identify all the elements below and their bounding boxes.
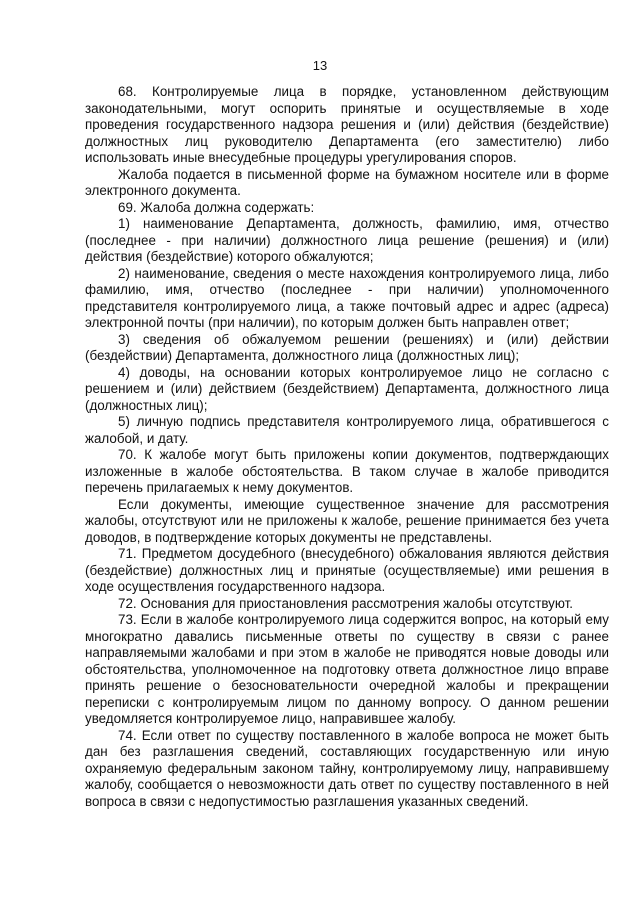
paragraph-71: 71. Предметом досудебного (внесудебного) обжалования являются действия (бездействие) должностных лиц и принятые (осуществляемые) ими решения в ходе осуществления государственного надзора. bbox=[85, 546, 609, 594]
paragraph-69: 69. Жалоба должна содержать: bbox=[118, 199, 315, 215]
paragraph-70: 70. К жалобе могут быть приложены копии документов, подтверждающих изложенные в жалобе обстоятельства. В таком случае в жалобе приводится перечень прилагаемых к нему документов. bbox=[85, 447, 609, 495]
paragraph-74: 74. Если ответ по существу поставленного в жалобе вопроса не может быть дан без разглашения сведений, составляющих государственную или иную охраняемую федеральным законом тайну, контролируемому лицу, направившему жалобу, сообщается о невозможности дать ответ по существу поставленного в ней вопроса в связи с недопустимостью разглашения указанных сведений. bbox=[85, 727, 609, 809]
list-item-69-3: 3) сведения об обжалуемом решении (решениях) и (или) действии (бездействии) Департамента, должностного лица (должностных лиц); bbox=[85, 331, 609, 363]
paragraph-73: 73. Если в жалобе контролируемого лица содержится вопрос, на который ему многократно давались письменные ответы по существу в связи с ранее направляемыми жалобами и при этом в жалобе не приводятся новые доводы или обстоятельства, уполномоченное на подготовку ответа должностное лицо вправе принять решение о безосновательности очередной жалобы и прекращении переписки с контролируемым лицом по данному вопросу. О данном решении уведомляется контролируемое лицо, направившее жалобу. bbox=[85, 612, 609, 726]
page-number: 13 bbox=[312, 58, 328, 73]
paragraph-missing-documents: Если документы, имеющие существенное значение для рассмотрения жалобы, отсутствуют или не приложены к жалобе, решение принимается без учета доводов, в подтверждение которых документы не представлены. bbox=[85, 496, 609, 545]
document-body bbox=[85, 84, 609, 810]
paragraph-72: 72. Основания для приостановления рассмотрения жалобы отсутствуют. bbox=[118, 595, 573, 611]
list-item-69-5: 5) личную подпись представителя контролируемого лица, обратившегося с жалобой, и дату. bbox=[85, 414, 609, 446]
list-item-69-2: 2) наименование, сведения о месте нахождения контролируемого лица, либо фамилию, имя, отчество (последнее - при наличии) уполномоченного представителя контролируемого лица, а также почтовый адрес и адрес (адреса) электронной почты (при наличии), по которым должен быть направлен ответ; bbox=[85, 265, 609, 330]
list-item-69-1: 1) наименование Департамента, должность, фамилию, имя, отчество (последнее - при наличии) должностного лица решение (решения) и (или) действия (бездействие) которого обжалуются; bbox=[85, 216, 609, 264]
list-item-69-4: 4) доводы, на основании которых контролируемое лицо не согласно с решением и (или) действием (бездействием) Департамента, должностного лица (должностных лиц); bbox=[85, 364, 609, 413]
paragraph-68: 68. Контролируемые лица в порядке, установленном действующим законодательными, могут оспорить принятые и осуществляемые в ходе проведения государственного надзора решения и (или) действия (бездействие) должностных лиц руководителю Департамента (его заместителю) либо использовать иные внесудебные процедуры урегулирования споров. bbox=[85, 84, 609, 165]
paragraph-complaint-form: Жалоба подается в письменной форме на бумажном носителе или в форме электронного документа. bbox=[85, 166, 609, 198]
